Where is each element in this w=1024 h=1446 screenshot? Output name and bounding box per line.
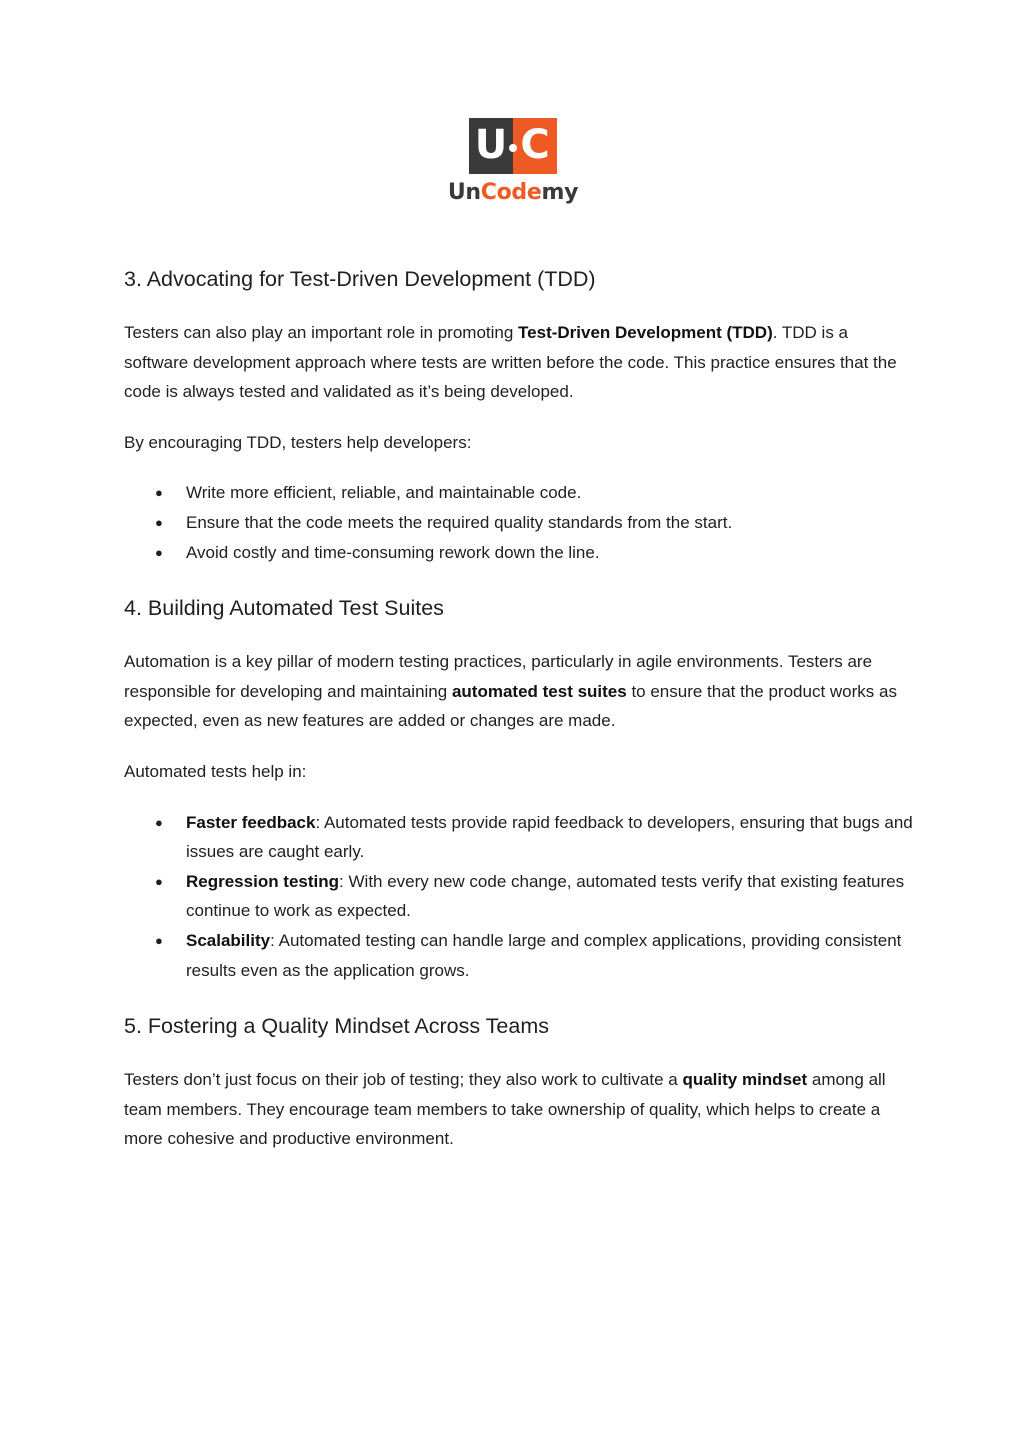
logo-wordmark-part2: Code — [480, 180, 542, 205]
list-item-text: Avoid costly and time-consuming rework down the line. — [186, 542, 600, 562]
section-4-p1-bold: automated test suites — [451, 681, 627, 701]
section-4-paragraph-1 — [124, 647, 914, 736]
logo-mark-dot — [509, 144, 517, 152]
list-item — [124, 508, 914, 538]
section-5-p1-text-b: among all team members. They encourage team members to take ownership of quality, which helps to create a more cohesive and productive environment. — [124, 1070, 886, 1149]
bullet-icon: ● — [155, 814, 163, 830]
section-3-p1-bold: Test-Driven Development (TDD) — [518, 323, 773, 342]
logo-mark-left-letter: U — [474, 122, 508, 168]
section-5-p1-text-a: Testers don’t just focus on their job of testing; they also work to cultivate a — [124, 1070, 683, 1090]
section-3-p1-text-b: . TDD is a software development approach where tests are written before the code. This practice ensures that the code is always tested and validated as it’s being developed. — [124, 323, 897, 402]
list-item-text: : Automated tests provide rapid feedback to developers, ensuring that bugs and issues are caught early. — [186, 812, 913, 862]
list-item — [124, 478, 914, 508]
section-5-p1-bold: quality mindset — [682, 1070, 808, 1090]
list-item-bold: Scalability — [186, 930, 271, 950]
uncodemy-logo — [441, 118, 585, 210]
list-item-text: Ensure that the code meets the required quality standards from the start. — [186, 512, 733, 532]
section-5-paragraph-1 — [124, 1065, 914, 1154]
section-4-heading: 4. Building Automated Test Suites — [124, 596, 444, 621]
list-item — [124, 808, 914, 867]
section-3-bullet-list — [124, 478, 914, 567]
logo-wordmark-part3: my — [541, 180, 579, 205]
bullet-icon: ● — [155, 873, 163, 889]
list-item-text: : Automated testing can handle large and complex applications, providing consistent results even as the application grows. — [186, 930, 902, 980]
document-body — [124, 264, 914, 1154]
list-item-text: Write more efficient, reliable, and maintainable code. — [186, 483, 582, 503]
logo-wordmark-part1: Un — [447, 180, 481, 205]
list-item-text: : With every new code change, automated tests verify that existing features continue to work as expected. — [186, 871, 905, 921]
list-item-bold: Faster feedback — [186, 812, 316, 832]
section-3-heading: 3. Advocating for Test-Driven Development (TDD) — [124, 267, 596, 291]
bullet-icon: ● — [155, 485, 163, 501]
section-4-p1-text-b: to ensure that the product works as expected, even as new features are added or changes are made. — [124, 681, 897, 731]
logo-wordmark — [441, 178, 585, 208]
list-item — [124, 867, 914, 926]
logo-mark — [469, 118, 557, 174]
list-item-bold: Regression testing — [186, 871, 340, 891]
section-3-paragraph-2: By encouraging TDD, testers help developers: — [124, 432, 472, 452]
section-4-paragraph-2: Automated tests help in: — [124, 761, 307, 781]
bullet-icon: ● — [155, 932, 163, 948]
logo-mark-right-letter: C — [520, 122, 550, 168]
section-4-p1-text-a: Automation is a key pillar of modern testing practices, particularly in agile environments. Testers are responsible for developing and maintaining — [124, 652, 873, 701]
bullet-icon: ● — [155, 544, 163, 560]
section-4-bullet-list — [124, 808, 914, 986]
bullet-icon: ● — [155, 514, 163, 530]
list-item — [124, 926, 914, 985]
section-3-p1-text-a: Testers can also play an important role in promoting — [124, 323, 519, 342]
section-3-paragraph-1 — [124, 318, 914, 407]
list-item — [124, 538, 914, 568]
section-5-heading: 5. Fostering a Quality Mindset Across Teams — [124, 1014, 550, 1039]
